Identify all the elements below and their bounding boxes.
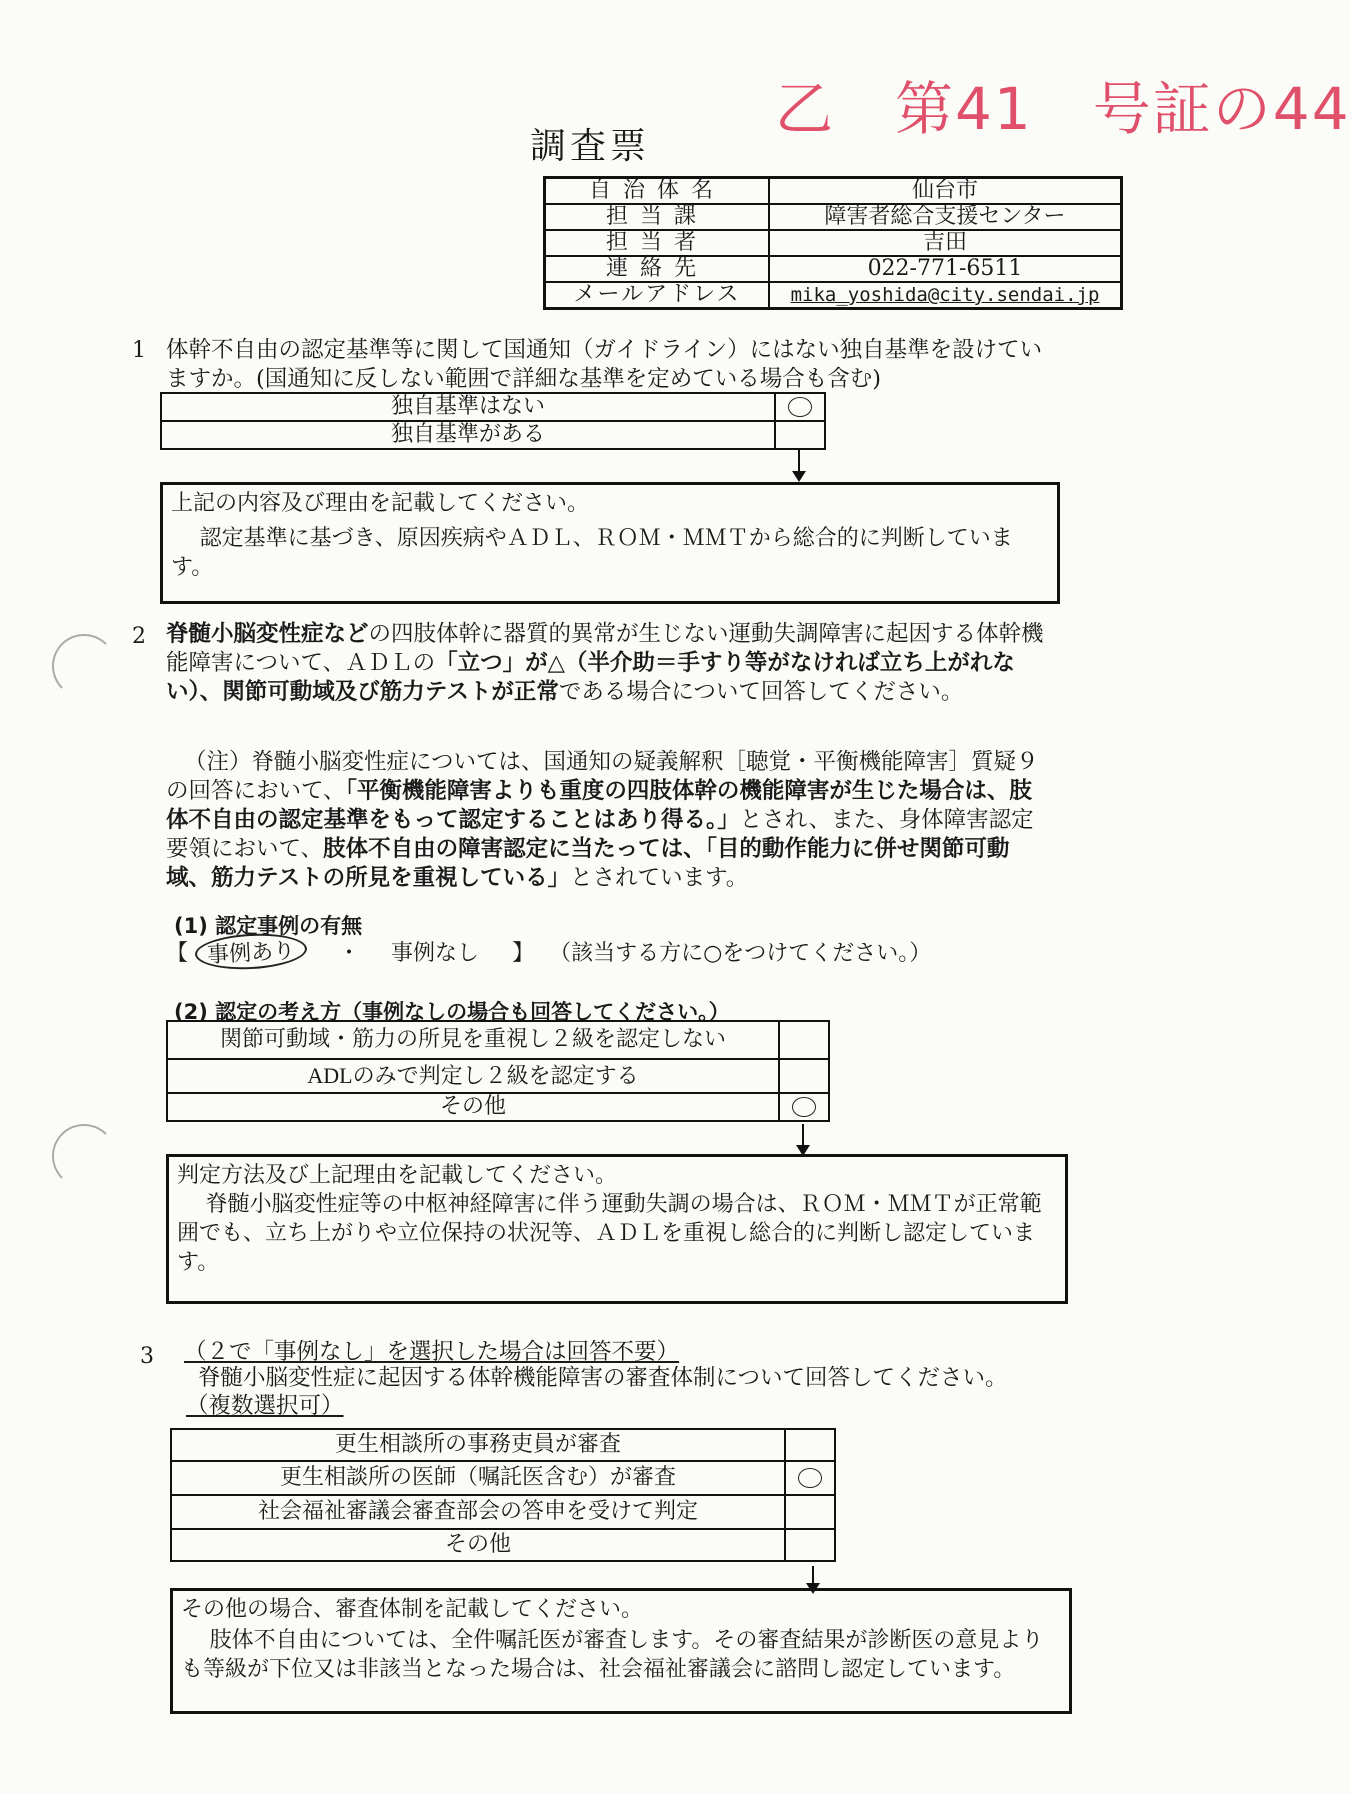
- q3-option-label: 社会福祉審議会審査部会の答申を受けて判定: [171, 1495, 785, 1529]
- info-row: [545, 256, 1122, 282]
- info-label: 連絡先: [545, 256, 769, 282]
- q1-reason-box: [160, 482, 1060, 604]
- q1-option-label: 独自基準はない: [161, 393, 775, 421]
- q2-option-checkbox[interactable]: [779, 1021, 829, 1059]
- q3-option-checkbox[interactable]: [785, 1529, 835, 1561]
- info-row: [545, 178, 1122, 205]
- q2-text: [166, 620, 1046, 707]
- q3-box-heading: その他の場合、審査体制を記載してください。: [181, 1597, 644, 1622]
- q1-option-row[interactable]: [161, 421, 825, 449]
- info-row: [545, 230, 1122, 256]
- q3-option-label: 更生相談所の医師（嘱託医含む）が審査: [171, 1461, 785, 1495]
- q2-option-checkbox[interactable]: [779, 1093, 829, 1121]
- q1-text: 体幹不自由の認定基準等に関して国通知（ガイドライン）にはない独自基準を設けていますか。(国通知に反しない範囲で詳細な基準を定めている場合も含む): [166, 337, 1043, 392]
- q2-box-body: 脊髄小脳変性症等の中枢神経障害に伴う運動失調の場合は、ＲＯＭ・ＭＭＴが正常範囲でも、立ち上がりや立位保持の状況等、ＡＤＬを重視し総合的に判断し認定しています。: [177, 1192, 1042, 1275]
- info-value: 022-771-6511: [769, 256, 1122, 282]
- info-value: 吉田: [769, 230, 1122, 256]
- info-label: 担当者: [545, 230, 769, 256]
- respondent-info-table: [543, 176, 1123, 310]
- q2-option-row[interactable]: [167, 1059, 829, 1093]
- q3-box-body: 肢体不自由については、全件嘱託医が審査します。その審査結果が診断医の意見よりも等級が下位又は非該当となった場合は、社会福祉審議会に諮問し認定しています。: [181, 1628, 1044, 1682]
- q2-sub2-heading: (2) 認定の考え方（事例なしの場合も回答してください。）: [174, 1000, 730, 1024]
- q3-option-row[interactable]: [171, 1495, 835, 1529]
- info-label: 担当課: [545, 204, 769, 230]
- q2-box-heading: 判定方法及び上記理由を記載してください。: [177, 1163, 618, 1188]
- q3-option-checkbox[interactable]: [785, 1495, 835, 1529]
- q1-box-body: 認定基準に基づき、原因疾病やＡＤＬ、ＲＯＭ・ＭＭＴから総合的に判断しています。: [171, 526, 1013, 580]
- exhibit-stamp: 乙 第41 号証の44: [775, 75, 1351, 143]
- info-row: [545, 282, 1122, 309]
- circle-mark-icon: [792, 1097, 816, 1117]
- q3-text: 脊髄小脳変性症に起因する体幹機能障害の審査体制について回答してください。: [198, 1365, 1008, 1391]
- info-value: 障害者総合支援センター: [769, 204, 1122, 230]
- q1-option-row[interactable]: [161, 393, 825, 421]
- q2-arrow-icon: [802, 1124, 804, 1146]
- q1-options-table: [160, 392, 826, 450]
- q3-option-label: 更生相談所の事務吏員が審査: [171, 1429, 785, 1461]
- q2-sub1-instruction: （該当する方に○をつけてください。）: [549, 941, 932, 966]
- q2-option-checkbox[interactable]: [779, 1059, 829, 1093]
- q3-reason-box: [170, 1588, 1072, 1714]
- q2-option-label: 関節可動域・筋力の所見を重視し２級を認定しない: [167, 1021, 779, 1059]
- q2-note: （注）脊髄小脳変性症については、国通知の疑義解釈［聴覚・平衡機能障害］質疑９の回答において、「平衡機能障害よりも重度の四肢体幹の機能障害が生じた場合は、肢体不自由の認定基準をもって認定することはあり得る。」とされ、また、身体障害認定要領において、肢体不自由の障害認定に当たっては、「目的動作能力に併せ関節可動域、筋力テストの所見を重視している」とされています。: [166, 749, 1039, 891]
- q3-option-checkbox[interactable]: [785, 1429, 835, 1461]
- q1-option-checkbox[interactable]: [775, 393, 825, 421]
- info-row: [545, 204, 1122, 230]
- info-label: メールアドレス: [545, 282, 769, 309]
- punch-hole-bottom: [52, 1124, 116, 1188]
- q3-option-checkbox[interactable]: [785, 1461, 835, 1495]
- q2-option-row[interactable]: [167, 1021, 829, 1059]
- q2-sub1-choice: 【 事例あり ・ 事例なし 】 （該当する方に○をつけてください。）: [166, 934, 931, 969]
- q1-option-checkbox[interactable]: [775, 421, 825, 449]
- q2-sub1-heading: (1) 認定事例の有無: [174, 914, 363, 938]
- q1-box-heading: 上記の内容及び理由を記載してください。: [171, 491, 590, 516]
- case-no-choice[interactable]: 事例なし: [391, 941, 480, 966]
- q2-option-row[interactable]: [167, 1093, 829, 1121]
- q3-option-label: その他: [171, 1529, 785, 1561]
- circle-mark-icon: [798, 1468, 822, 1488]
- case-yes-choice[interactable]: 事例あり: [194, 931, 308, 972]
- page-title: 調査票: [530, 126, 651, 167]
- q1-number: 1: [132, 338, 146, 363]
- info-email[interactable]: mika_yoshida@city.sendai.jp: [769, 282, 1122, 309]
- q1-arrow-icon: [798, 450, 800, 472]
- q2-reason-box: [166, 1154, 1068, 1304]
- q3-multi-note: （複数選択可）: [186, 1393, 344, 1419]
- q3-condition: （２で「事例なし」を選択した場合は回答不要）: [184, 1339, 680, 1365]
- q3-number: 3: [140, 1344, 154, 1369]
- q2-option-label: その他: [167, 1093, 779, 1121]
- q2-option-label: ADLのみで判定し２級を認定する: [167, 1059, 779, 1093]
- info-label: 自治体名: [545, 178, 769, 205]
- q3-option-row[interactable]: [171, 1429, 835, 1461]
- punch-hole-top: [52, 634, 116, 698]
- q3-option-row[interactable]: [171, 1461, 835, 1495]
- q2-options-table: [166, 1020, 830, 1122]
- q2-number: 2: [132, 624, 146, 649]
- q3-options-table: [170, 1428, 836, 1562]
- q3-option-row[interactable]: [171, 1529, 835, 1561]
- circle-mark-icon: [788, 397, 812, 417]
- info-value: 仙台市: [769, 178, 1122, 205]
- q3-arrow-icon: [812, 1566, 814, 1584]
- q1-option-label: 独自基準がある: [161, 421, 775, 449]
- q2-text-part: 脊髄小脳変性症などの四肢体幹に器質的異常が生じない運動失調障害に起因する体幹機能障害について、ＡＤＬの「立つ」が△（半介助＝手すり等がなければ立ち上がれない）、関節可動域及び筋力テストが正常である場合について回答してください。: [166, 621, 1044, 705]
